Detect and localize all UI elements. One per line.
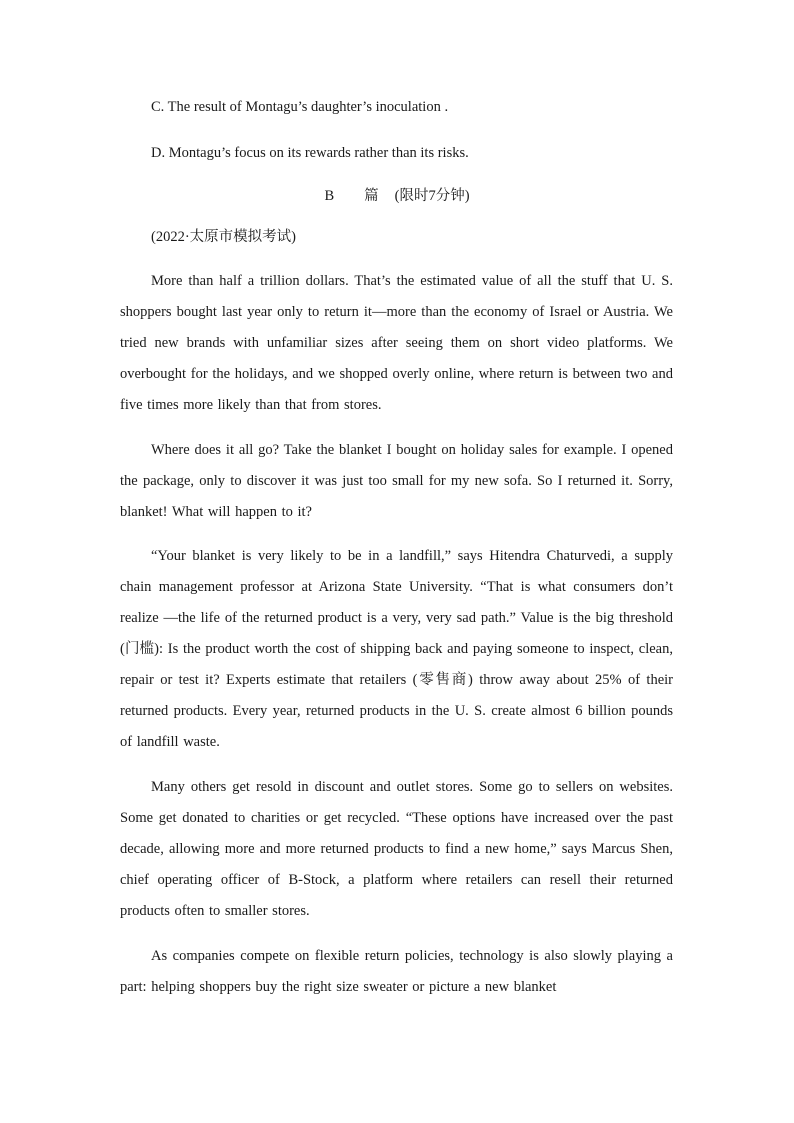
option-c: C. The result of Montagu’s daughter’s inoculation . [151,99,449,115]
paragraph-5: As companies compete on flexible return policies, technology is also slowly playing a part: helping shoppers buy the right size sweater or picture a new blanket [120,948,673,995]
time-limit: (限时7分钟) [394,188,470,204]
exam-source: (2022·太原市模拟考试) [151,229,296,245]
section-heading [0,186,794,206]
paragraph-3: “Your blanket is very likely to be in a landfill,” says Hitendra Chaturvedi, a supply chain management professor at Arizona State University. “That is what consumers don’t realize —the life of the returned product is a very, very sad path.” Value is the big threshold (门槛): Is the product worth the cost of shipping back and paying someone to inspect, clean, repair or test it? Experts estimate that retailers (零售商) throw away about 25% of their returned products. Every year, returned products in the U. S. create almost 6 billion pounds of landfill waste. [120,548,673,750]
section-word: 篇 [364,188,379,204]
option-d: D. Montagu’s focus on its rewards rather than its risks. [151,145,469,161]
paragraph-1: More than half a trillion dollars. That’s the estimated value of all the stuff that U. S. shoppers bought last year only to return it—more than the economy of Israel or Austria. We tried new brands with unfamiliar sizes after seeing them on short video platforms. We overbought for the holidays, and we shopped overly online, where return is between two and five times more likely than that from stores. [120,273,673,413]
section-letter: B [324,188,335,204]
paragraph-2: Where does it all go? Take the blanket I bought on holiday sales for example. I opened the package, only to discover it was just too small for my new sofa. So I returned it. Sorry, blanket! What will happen to it? [120,442,673,520]
paragraph-4: Many others get resold in discount and outlet stores. Some go to sellers on websites. Some get donated to charities or get recycled. “These options have increased over the past decade, allowing more and more returned products to find a new home,” says Marcus Shen, chief operating officer of B-Stock, a platform where retailers can resell their returned products often to smaller stores. [120,779,673,919]
